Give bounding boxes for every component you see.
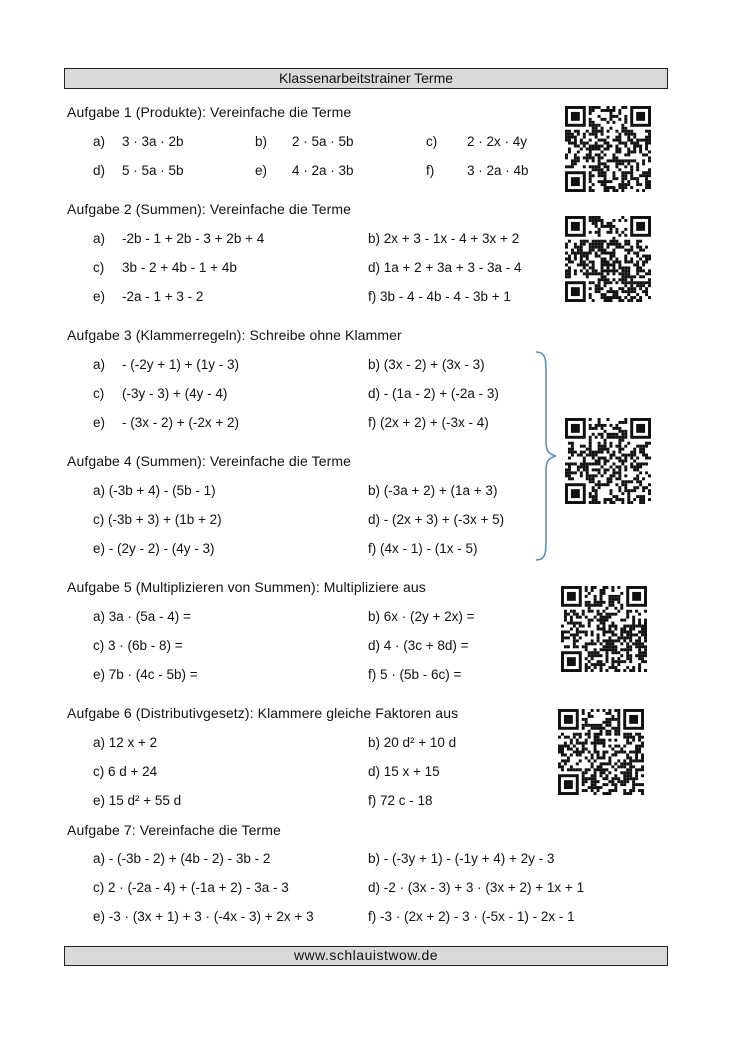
task-2-term-d: d) 1a + 2 + 3a + 3 - 3a - 4	[368, 260, 522, 275]
task-6-term-a: a) 12 x + 2	[93, 735, 158, 750]
task-1-term-c: 2 · 2x · 4y	[467, 134, 528, 149]
task-5-term-f: f) 5 · (5b - 6c) =	[368, 667, 462, 682]
task-4-term-b: b) (-3a + 2) + (1a + 3)	[368, 483, 498, 498]
task-3-label-c: c)	[93, 386, 105, 401]
task-7-term-d: d) -2 · (3x - 3) + 3 · (3x + 2) + 1x + 1	[368, 880, 585, 895]
task-4-term-a: a) (-3b + 4) - (5b - 1)	[93, 483, 216, 498]
qr-code-icon[interactable]	[565, 418, 651, 504]
task-5-term-d: d) 4 · (3c + 8d) =	[368, 638, 469, 653]
qr-code-icon[interactable]	[561, 586, 647, 672]
task-7-heading: Aufgabe 7: Vereinfache die Terme	[67, 822, 281, 838]
task-6-term-d: d) 15 x + 15	[368, 764, 440, 779]
task-4-term-d: d) - (2x + 3) + (-3x + 5)	[368, 512, 505, 527]
qr-code-icon[interactable]	[565, 106, 651, 192]
task-1-label-f: f)	[426, 163, 435, 178]
task-4-term-f: f) (4x - 1) - (1x - 5)	[368, 541, 478, 556]
task-5-term-e: e) 7b · (4c - 5b) =	[93, 667, 198, 682]
task-3-heading: Aufgabe 3 (Klammerregeln): Schreibe ohne Klammer	[67, 327, 402, 343]
task-1-label-c: c)	[426, 134, 438, 149]
task-2-term-e: -2a - 1 + 3 - 2	[122, 289, 204, 304]
task-6-term-f: f) 72 c - 18	[368, 793, 433, 808]
qr-code-icon[interactable]	[565, 216, 651, 302]
task-2-term-c: 3b - 2 + 4b - 1 + 4b	[122, 260, 237, 275]
task-4-term-c: c) (-3b + 3) + (1b + 2)	[93, 512, 222, 527]
task-2-label-e: e)	[93, 289, 106, 304]
task-1-term-f: 3 · 2a · 4b	[467, 163, 529, 178]
task-1-term-e: 4 · 2a · 3b	[292, 163, 354, 178]
task-3-label-e: e)	[93, 415, 106, 430]
task-7-term-c: c) 2 · (-2a - 4) + (-1a + 2) - 3a - 3	[93, 880, 289, 895]
task-7-term-f: f) -3 · (2x + 2) - 3 · (-5x - 1) - 2x - 1	[368, 909, 575, 924]
task-2-heading: Aufgabe 2 (Summen): Vereinfache die Terme	[67, 201, 351, 217]
task-7-term-e: e) -3 · (3x + 1) + 3 · (-4x - 3) + 2x + 3	[93, 909, 314, 924]
task-3-term-d: d) - (1a - 2) + (-2a - 3)	[368, 386, 499, 401]
task-3-label-a: a)	[93, 357, 106, 372]
task-1-term-b: 2 · 5a · 5b	[292, 134, 354, 149]
task-5-term-c: c) 3 · (6b - 8) =	[93, 638, 183, 653]
page-title: Klassenarbeitstrainer Terme	[64, 68, 668, 89]
task-2-label-c: c)	[93, 260, 105, 275]
task-3-term-e: - (3x - 2) + (-2x + 2)	[122, 415, 240, 430]
curly-brace-icon	[534, 350, 558, 562]
task-1-label-d: d)	[93, 163, 106, 178]
task-2-label-a: a)	[93, 231, 106, 246]
task-4-heading: Aufgabe 4 (Summen): Vereinfache die Terme	[67, 453, 351, 469]
task-3-term-f: f) (2x + 2) + (-3x - 4)	[368, 415, 489, 430]
task-6-term-c: c) 6 d + 24	[93, 764, 158, 779]
task-6-term-e: e) 15 d² + 55 d	[93, 793, 182, 808]
qr-code-icon[interactable]	[558, 709, 644, 795]
task-5-term-b: b) 6x · (2y + 2x) =	[368, 609, 475, 624]
task-3-term-b: b) (3x - 2) + (3x - 3)	[368, 357, 485, 372]
task-4-term-e: e) - (2y - 2) - (4y - 3)	[93, 541, 215, 556]
task-1-term-a: 3 · 3a · 2b	[122, 134, 184, 149]
task-3-term-a: - (-2y + 1) + (1y - 3)	[122, 357, 240, 372]
task-1-label-b: b)	[255, 134, 268, 149]
footer-url: www.schlauistwow.de	[64, 946, 668, 966]
task-5-term-a: a) 3a · (5a - 4) =	[93, 609, 191, 624]
task-7-term-b: b) - (-3y + 1) - (-1y + 4) + 2y - 3	[368, 851, 555, 866]
task-6-term-b: b) 20 d² + 10 d	[368, 735, 457, 750]
task-1-label-a: a)	[93, 134, 106, 149]
task-1-term-d: 5 · 5a · 5b	[122, 163, 184, 178]
task-1-label-e: e)	[255, 163, 268, 178]
task-3-term-c: (-3y - 3) + (4y - 4)	[122, 386, 228, 401]
task-7-term-a: a) - (-3b - 2) + (4b - 2) - 3b - 2	[93, 851, 271, 866]
task-2-term-a: -2b - 1 + 2b - 3 + 2b + 4	[122, 231, 265, 246]
task-2-term-b: b) 2x + 3 - 1x - 4 + 3x + 2	[368, 231, 520, 246]
task-2-term-f: f) 3b - 4 - 4b - 4 - 3b + 1	[368, 289, 511, 304]
task-6-heading: Aufgabe 6 (Distributivgesetz): Klammere gleiche Faktoren aus	[67, 705, 459, 721]
task-5-heading: Aufgabe 5 (Multiplizieren von Summen): Multipliziere aus	[67, 579, 426, 595]
task-1-heading: Aufgabe 1 (Produkte): Vereinfache die Terme	[67, 104, 352, 120]
